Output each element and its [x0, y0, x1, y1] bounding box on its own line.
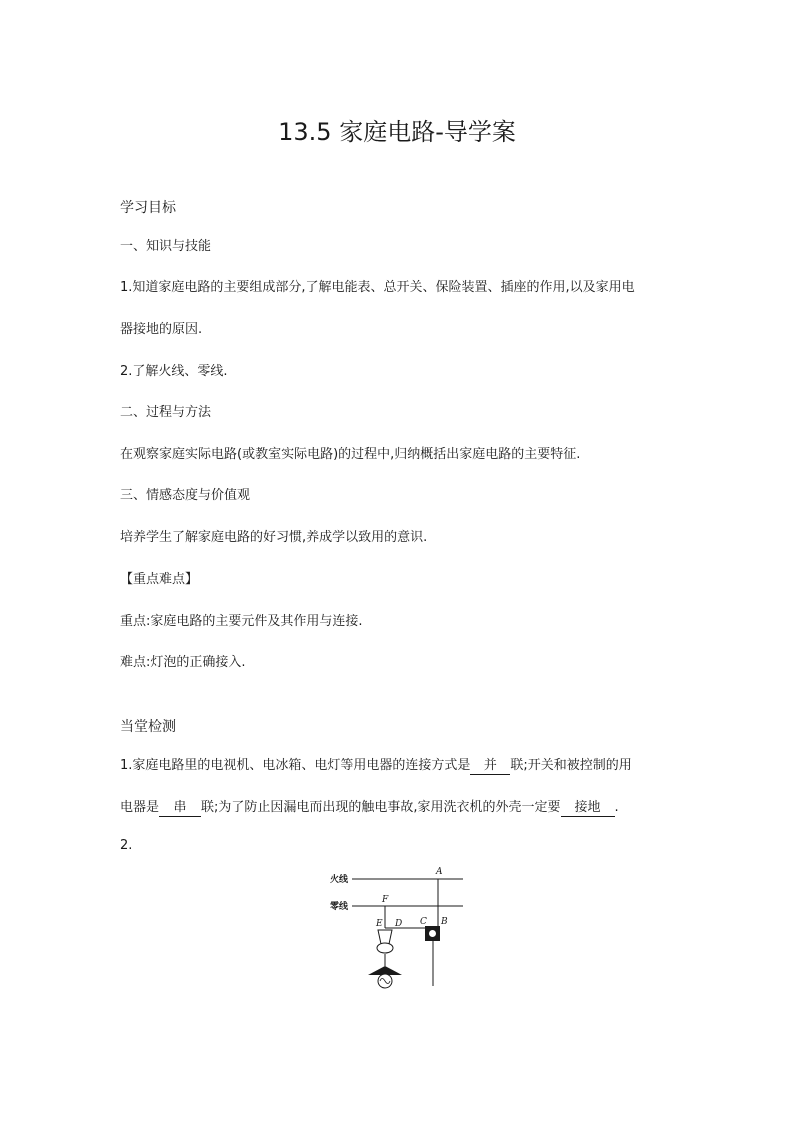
- objective-item2: 2.了解火线、零线.: [120, 364, 228, 379]
- point-a-label: A: [436, 867, 443, 877]
- question1-text-part2: 联;开关和被控制的用: [510, 758, 632, 773]
- question1-text-part3: 电器是: [120, 800, 160, 815]
- section1-heading: 一、知识与技能: [120, 239, 212, 254]
- point-d-label: D: [395, 919, 403, 929]
- difficult-point: 难点:灯泡的正确接入.: [120, 655, 246, 670]
- section3-text: 培养学生了解家庭电路的好习惯,养成学以致用的意识.: [120, 530, 428, 545]
- answer-blank-series: 串: [159, 800, 201, 817]
- objective-item1-line2: 器接地的原因.: [120, 322, 203, 337]
- answer-blank-grounding: 接地: [561, 800, 615, 817]
- point-e-label: E: [376, 919, 383, 929]
- point-b-label: B: [441, 917, 448, 927]
- key-difficulty-heading: 【重点难点】: [120, 572, 199, 587]
- question2-label: 2.: [120, 838, 133, 853]
- test-heading: 当堂检测: [120, 719, 176, 735]
- page-title: 13.5 家庭电路-导学案: [278, 118, 516, 146]
- section2-text: 在观察家庭实际电路(或教室实际电路)的过程中,归纳概括出家庭电路的主要特征.: [120, 447, 581, 462]
- point-c-label: C: [420, 917, 427, 927]
- lamp-icon: [368, 966, 402, 988]
- question1-line1: [120, 754, 632, 775]
- circuit-diagram: [328, 862, 468, 990]
- answer-blank-parallel: 并: [470, 758, 510, 775]
- objectives-heading: 学习目标: [120, 200, 176, 216]
- question1-text-part4: 联;为了防止因漏电而出现的触电事故,家用洗衣机的外壳一定要: [201, 800, 561, 815]
- section2-heading: 二、过程与方法: [120, 405, 212, 420]
- point-f-label: F: [382, 895, 389, 905]
- switch-icon: [425, 926, 440, 941]
- question1-line2: [120, 796, 619, 817]
- neutral-wire-label: 零线: [330, 902, 349, 912]
- live-wire-label: 火线: [330, 875, 349, 885]
- key-point: 重点:家庭电路的主要元件及其作用与连接.: [120, 614, 363, 629]
- question1-text-part5: .: [614, 800, 619, 815]
- section3-heading: 三、情感态度与价值观: [120, 488, 251, 503]
- objective-item1-line1: 1.知道家庭电路的主要组成部分,了解电能表、总开关、保险装置、插座的作用,以及家用电: [120, 280, 635, 295]
- lamp-holder-icon: [377, 930, 393, 953]
- question1-text-part1: 1.家庭电路里的电视机、电冰箱、电灯等用电器的连接方式是: [120, 758, 471, 773]
